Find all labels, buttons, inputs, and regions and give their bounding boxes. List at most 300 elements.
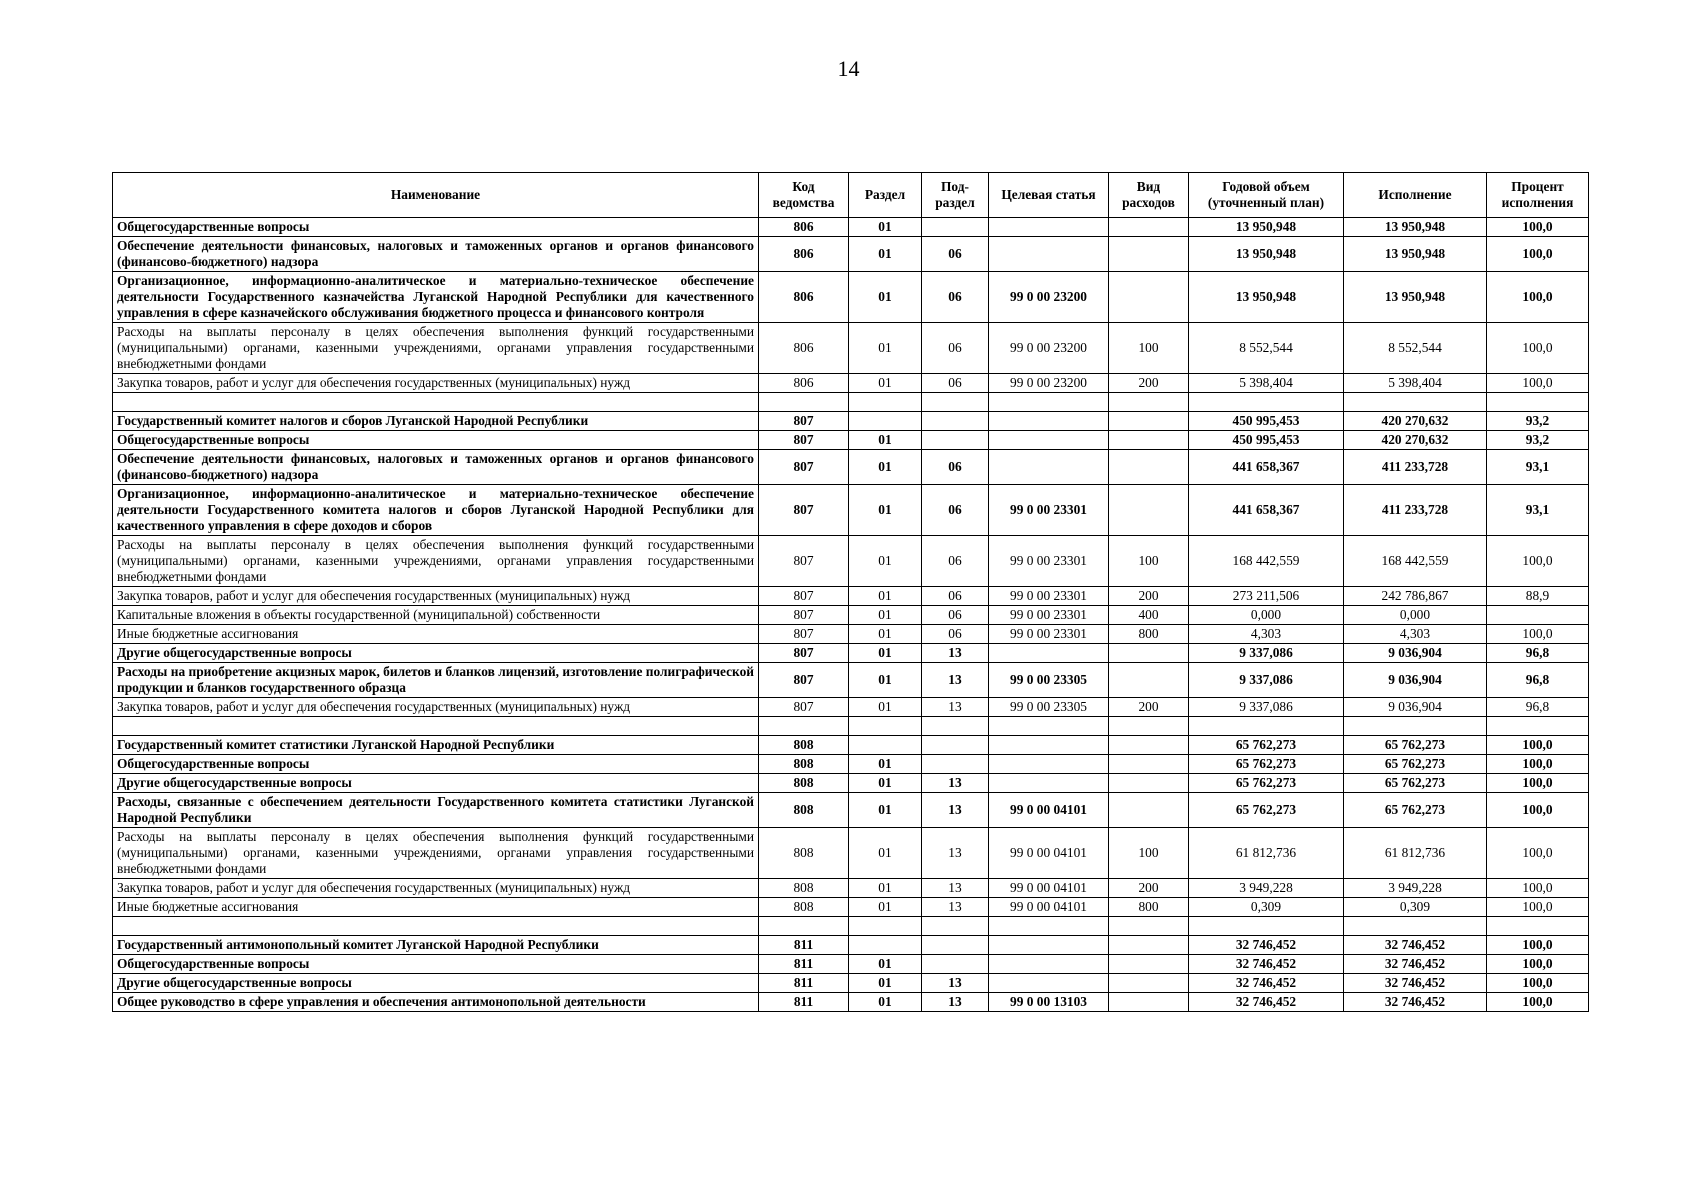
cell-percent: 100,0 <box>1487 955 1589 974</box>
cell-percent: 100,0 <box>1487 272 1589 323</box>
cell-exec: 411 233,728 <box>1344 485 1487 536</box>
cell-type <box>1109 736 1189 755</box>
cell-target: 99 0 00 04101 <box>989 898 1109 917</box>
cell-name: Общее руководство в сфере управления и обеспечения антимонопольной деятельности <box>113 993 759 1012</box>
table-row <box>113 272 1589 323</box>
cell-name: Обеспечение деятельности финансовых, налоговых и таможенных органов и органов финансового (финансово-бюджетного) надзора <box>113 450 759 485</box>
blank-row <box>113 393 1589 412</box>
cell-plan: 441 658,367 <box>1189 450 1344 485</box>
blank-row <box>113 717 1589 736</box>
cell-name: Иные бюджетные ассигнования <box>113 625 759 644</box>
cell-section: 01 <box>849 485 922 536</box>
cell-subsection: 06 <box>922 485 989 536</box>
cell-exec: 242 786,867 <box>1344 587 1487 606</box>
cell-type: 800 <box>1109 625 1189 644</box>
cell-type <box>1109 218 1189 237</box>
cell-target: 99 0 00 23301 <box>989 536 1109 587</box>
cell-name: Расходы, связанные с обеспечением деятельности Государственного комитета статистики Луганской Народной Республики <box>113 793 759 828</box>
cell-type <box>1109 974 1189 993</box>
cell-subsection <box>922 955 989 974</box>
cell-percent: 100,0 <box>1487 323 1589 374</box>
cell-exec: 9 036,904 <box>1344 644 1487 663</box>
cell-exec: 3 949,228 <box>1344 879 1487 898</box>
cell-subsection: 13 <box>922 793 989 828</box>
cell-name: Другие общегосударственные вопросы <box>113 774 759 793</box>
cell-plan: 32 746,452 <box>1189 974 1344 993</box>
cell-code: 808 <box>759 774 849 793</box>
cell-code: 807 <box>759 663 849 698</box>
cell-percent: 100,0 <box>1487 974 1589 993</box>
cell-plan: 32 746,452 <box>1189 993 1344 1012</box>
cell-section: 01 <box>849 431 922 450</box>
cell-code: 806 <box>759 237 849 272</box>
cell-section: 01 <box>849 272 922 323</box>
cell-percent: 93,1 <box>1487 485 1589 536</box>
header-code: Код ведомства <box>759 173 849 218</box>
cell-plan: 9 337,086 <box>1189 644 1344 663</box>
cell-section: 01 <box>849 774 922 793</box>
cell-plan: 8 552,544 <box>1189 323 1344 374</box>
cell-plan: 32 746,452 <box>1189 936 1344 955</box>
cell-plan <box>1189 717 1344 736</box>
cell-name: Закупка товаров, работ и услуг для обеспечения государственных (муниципальных) нужд <box>113 698 759 717</box>
cell-percent: 100,0 <box>1487 218 1589 237</box>
cell-exec <box>1344 717 1487 736</box>
cell-type: 100 <box>1109 323 1189 374</box>
cell-type <box>1109 755 1189 774</box>
cell-subsection: 13 <box>922 644 989 663</box>
cell-name: Общегосударственные вопросы <box>113 218 759 237</box>
cell-percent <box>1487 606 1589 625</box>
cell-name: Общегосударственные вопросы <box>113 955 759 974</box>
cell-subsection <box>922 936 989 955</box>
cell-code: 811 <box>759 955 849 974</box>
cell-target: 99 0 00 23200 <box>989 272 1109 323</box>
cell-target: 99 0 00 04101 <box>989 879 1109 898</box>
cell-target <box>989 774 1109 793</box>
cell-type: 200 <box>1109 587 1189 606</box>
cell-exec: 4,303 <box>1344 625 1487 644</box>
cell-exec: 65 762,273 <box>1344 793 1487 828</box>
cell-plan: 0,000 <box>1189 606 1344 625</box>
cell-name <box>113 917 759 936</box>
cell-target <box>989 450 1109 485</box>
cell-type: 400 <box>1109 606 1189 625</box>
cell-percent: 93,2 <box>1487 431 1589 450</box>
cell-exec: 9 036,904 <box>1344 698 1487 717</box>
cell-type <box>1109 450 1189 485</box>
cell-section: 01 <box>849 879 922 898</box>
table-row <box>113 644 1589 663</box>
table-row <box>113 828 1589 879</box>
cell-code: 807 <box>759 536 849 587</box>
cell-percent: 100,0 <box>1487 898 1589 917</box>
cell-percent: 96,8 <box>1487 663 1589 698</box>
cell-code: 807 <box>759 450 849 485</box>
cell-plan: 168 442,559 <box>1189 536 1344 587</box>
cell-target <box>989 237 1109 272</box>
cell-type: 200 <box>1109 374 1189 393</box>
cell-target: 99 0 00 23301 <box>989 625 1109 644</box>
cell-code: 807 <box>759 412 849 431</box>
cell-name: Расходы на выплаты персоналу в целях обеспечения выполнения функций государственными (муниципальными) органами, казенными учреждениями, органами управления государственными внебюджетными фондами <box>113 323 759 374</box>
cell-percent: 100,0 <box>1487 237 1589 272</box>
cell-section: 01 <box>849 450 922 485</box>
cell-code <box>759 717 849 736</box>
cell-subsection: 13 <box>922 828 989 879</box>
cell-type <box>1109 272 1189 323</box>
cell-subsection: 13 <box>922 993 989 1012</box>
cell-name: Закупка товаров, работ и услуг для обеспечения государственных (муниципальных) нужд <box>113 374 759 393</box>
table-row <box>113 993 1589 1012</box>
cell-type: 200 <box>1109 698 1189 717</box>
cell-percent: 100,0 <box>1487 625 1589 644</box>
cell-code: 807 <box>759 625 849 644</box>
table-row <box>113 663 1589 698</box>
cell-exec: 9 036,904 <box>1344 663 1487 698</box>
cell-name: Организационное, информационно-аналитическое и материально-техническое обеспечение деятельности Государственного казначейства Луганской Народной Республики для качественного управления в сфере казначейского обслуживания бюджетного процесса и финансового контроля <box>113 272 759 323</box>
cell-percent: 93,2 <box>1487 412 1589 431</box>
cell-target <box>989 736 1109 755</box>
header-percent: Процент исполнения <box>1487 173 1589 218</box>
cell-code: 806 <box>759 218 849 237</box>
cell-code: 807 <box>759 485 849 536</box>
table-row <box>113 774 1589 793</box>
cell-percent: 100,0 <box>1487 774 1589 793</box>
table-row <box>113 431 1589 450</box>
cell-name: Иные бюджетные ассигнования <box>113 898 759 917</box>
header-section: Раздел <box>849 173 922 218</box>
cell-target: 99 0 00 23301 <box>989 606 1109 625</box>
cell-section: 01 <box>849 536 922 587</box>
cell-section <box>849 917 922 936</box>
cell-name: Другие общегосударственные вопросы <box>113 974 759 993</box>
table-row <box>113 606 1589 625</box>
cell-plan <box>1189 393 1344 412</box>
cell-plan: 0,309 <box>1189 898 1344 917</box>
table-row <box>113 879 1589 898</box>
cell-plan: 65 762,273 <box>1189 774 1344 793</box>
cell-target: 99 0 00 04101 <box>989 793 1109 828</box>
cell-type <box>1109 717 1189 736</box>
cell-target: 99 0 00 04101 <box>989 828 1109 879</box>
cell-code: 807 <box>759 587 849 606</box>
cell-percent: 100,0 <box>1487 793 1589 828</box>
cell-code: 808 <box>759 736 849 755</box>
cell-subsection <box>922 393 989 412</box>
table-row <box>113 412 1589 431</box>
cell-section: 01 <box>849 587 922 606</box>
cell-name <box>113 717 759 736</box>
cell-subsection: 06 <box>922 272 989 323</box>
cell-plan: 5 398,404 <box>1189 374 1344 393</box>
cell-plan: 450 995,453 <box>1189 412 1344 431</box>
cell-exec: 168 442,559 <box>1344 536 1487 587</box>
cell-exec: 13 950,948 <box>1344 237 1487 272</box>
cell-exec: 5 398,404 <box>1344 374 1487 393</box>
cell-subsection <box>922 218 989 237</box>
cell-name: Общегосударственные вопросы <box>113 431 759 450</box>
cell-subsection: 06 <box>922 374 989 393</box>
cell-name: Государственный комитет статистики Луганской Народной Республики <box>113 736 759 755</box>
cell-exec: 65 762,273 <box>1344 755 1487 774</box>
cell-subsection: 06 <box>922 536 989 587</box>
cell-name: Обеспечение деятельности финансовых, налоговых и таможенных органов и органов финансового (финансово-бюджетного) надзора <box>113 237 759 272</box>
cell-target <box>989 936 1109 955</box>
budget-table <box>112 172 1589 1012</box>
cell-name: Государственный антимонопольный комитет Луганской Народной Республики <box>113 936 759 955</box>
cell-plan: 450 995,453 <box>1189 431 1344 450</box>
cell-percent <box>1487 393 1589 412</box>
table-body <box>113 218 1589 1012</box>
cell-exec: 32 746,452 <box>1344 936 1487 955</box>
cell-plan: 441 658,367 <box>1189 485 1344 536</box>
cell-percent: 100,0 <box>1487 374 1589 393</box>
cell-subsection: 06 <box>922 237 989 272</box>
cell-code: 811 <box>759 993 849 1012</box>
header-exec: Исполнение <box>1344 173 1487 218</box>
cell-percent: 100,0 <box>1487 755 1589 774</box>
cell-exec <box>1344 917 1487 936</box>
cell-subsection <box>922 717 989 736</box>
cell-target: 99 0 00 23305 <box>989 698 1109 717</box>
cell-section: 01 <box>849 374 922 393</box>
cell-code: 808 <box>759 755 849 774</box>
cell-section <box>849 936 922 955</box>
cell-percent: 88,9 <box>1487 587 1589 606</box>
cell-code <box>759 917 849 936</box>
cell-exec: 420 270,632 <box>1344 412 1487 431</box>
cell-exec: 420 270,632 <box>1344 431 1487 450</box>
cell-subsection: 06 <box>922 606 989 625</box>
cell-type <box>1109 412 1189 431</box>
cell-section: 01 <box>849 755 922 774</box>
header-type: Вид расходов <box>1109 173 1189 218</box>
cell-subsection: 13 <box>922 898 989 917</box>
cell-plan: 65 762,273 <box>1189 793 1344 828</box>
cell-target <box>989 755 1109 774</box>
table-row <box>113 587 1589 606</box>
header-subsection: Под-раздел <box>922 173 989 218</box>
cell-target <box>989 717 1109 736</box>
cell-percent: 93,1 <box>1487 450 1589 485</box>
cell-section: 01 <box>849 218 922 237</box>
cell-subsection <box>922 736 989 755</box>
cell-plan: 273 211,506 <box>1189 587 1344 606</box>
cell-target <box>989 218 1109 237</box>
cell-target <box>989 644 1109 663</box>
cell-code: 807 <box>759 698 849 717</box>
cell-subsection <box>922 917 989 936</box>
table-row <box>113 793 1589 828</box>
cell-name: Государственный комитет налогов и сборов Луганской Народной Республики <box>113 412 759 431</box>
cell-target <box>989 974 1109 993</box>
cell-code: 806 <box>759 272 849 323</box>
table-row <box>113 898 1589 917</box>
cell-exec: 8 552,544 <box>1344 323 1487 374</box>
cell-type: 100 <box>1109 536 1189 587</box>
table-row <box>113 450 1589 485</box>
cell-percent: 100,0 <box>1487 536 1589 587</box>
cell-exec: 0,000 <box>1344 606 1487 625</box>
cell-exec: 13 950,948 <box>1344 218 1487 237</box>
cell-plan: 13 950,948 <box>1189 237 1344 272</box>
table-row <box>113 374 1589 393</box>
cell-exec: 65 762,273 <box>1344 774 1487 793</box>
cell-type <box>1109 485 1189 536</box>
header-plan: Годовой объем (уточненный план) <box>1189 173 1344 218</box>
cell-target <box>989 412 1109 431</box>
cell-plan: 65 762,273 <box>1189 736 1344 755</box>
cell-target: 99 0 00 23301 <box>989 587 1109 606</box>
cell-code: 808 <box>759 898 849 917</box>
cell-subsection <box>922 412 989 431</box>
cell-subsection: 06 <box>922 625 989 644</box>
cell-exec: 32 746,452 <box>1344 993 1487 1012</box>
table-row <box>113 536 1589 587</box>
cell-percent: 100,0 <box>1487 993 1589 1012</box>
table-row <box>113 955 1589 974</box>
table-row <box>113 323 1589 374</box>
cell-name: Другие общегосударственные вопросы <box>113 644 759 663</box>
cell-type <box>1109 936 1189 955</box>
cell-exec: 61 812,736 <box>1344 828 1487 879</box>
cell-type <box>1109 793 1189 828</box>
cell-plan: 4,303 <box>1189 625 1344 644</box>
page-number: 14 <box>837 56 860 81</box>
cell-plan: 65 762,273 <box>1189 755 1344 774</box>
cell-type <box>1109 917 1189 936</box>
cell-section: 01 <box>849 606 922 625</box>
cell-name: Закупка товаров, работ и услуг для обеспечения государственных (муниципальных) нужд <box>113 587 759 606</box>
cell-target: 99 0 00 23305 <box>989 663 1109 698</box>
cell-percent <box>1487 717 1589 736</box>
cell-plan: 13 950,948 <box>1189 218 1344 237</box>
table-row <box>113 218 1589 237</box>
table-row <box>113 936 1589 955</box>
cell-percent: 100,0 <box>1487 879 1589 898</box>
table-row <box>113 237 1589 272</box>
cell-subsection: 13 <box>922 698 989 717</box>
cell-subsection: 13 <box>922 774 989 793</box>
cell-section <box>849 412 922 431</box>
cell-subsection: 06 <box>922 587 989 606</box>
cell-target <box>989 955 1109 974</box>
header-row <box>113 173 1589 218</box>
table-row <box>113 625 1589 644</box>
cell-plan: 13 950,948 <box>1189 272 1344 323</box>
cell-section <box>849 393 922 412</box>
cell-plan: 3 949,228 <box>1189 879 1344 898</box>
cell-name: Закупка товаров, работ и услуг для обеспечения государственных (муниципальных) нужд <box>113 879 759 898</box>
cell-section: 01 <box>849 237 922 272</box>
cell-code: 808 <box>759 879 849 898</box>
header-target: Целевая статья <box>989 173 1109 218</box>
cell-name: Расходы на выплаты персоналу в целях обеспечения выполнения функций государственными (муниципальными) органами, казенными учреждениями, органами управления государственными внебюджетными фондами <box>113 828 759 879</box>
cell-code: 806 <box>759 374 849 393</box>
cell-exec <box>1344 393 1487 412</box>
cell-target <box>989 917 1109 936</box>
cell-code: 808 <box>759 793 849 828</box>
cell-exec: 32 746,452 <box>1344 974 1487 993</box>
cell-target: 99 0 00 23200 <box>989 323 1109 374</box>
cell-percent: 100,0 <box>1487 736 1589 755</box>
cell-subsection <box>922 431 989 450</box>
cell-subsection: 13 <box>922 974 989 993</box>
table-row <box>113 485 1589 536</box>
cell-type <box>1109 955 1189 974</box>
cell-section: 01 <box>849 955 922 974</box>
cell-type <box>1109 993 1189 1012</box>
cell-type <box>1109 774 1189 793</box>
cell-section: 01 <box>849 698 922 717</box>
cell-target: 99 0 00 13103 <box>989 993 1109 1012</box>
cell-code: 807 <box>759 431 849 450</box>
cell-section <box>849 736 922 755</box>
cell-plan <box>1189 917 1344 936</box>
cell-section: 01 <box>849 993 922 1012</box>
cell-section: 01 <box>849 898 922 917</box>
cell-code: 811 <box>759 974 849 993</box>
table-row <box>113 755 1589 774</box>
cell-exec: 411 233,728 <box>1344 450 1487 485</box>
cell-type <box>1109 237 1189 272</box>
cell-subsection <box>922 755 989 774</box>
cell-percent: 96,8 <box>1487 644 1589 663</box>
cell-section <box>849 717 922 736</box>
cell-subsection: 13 <box>922 879 989 898</box>
cell-section: 01 <box>849 323 922 374</box>
cell-plan: 61 812,736 <box>1189 828 1344 879</box>
cell-section: 01 <box>849 625 922 644</box>
cell-plan: 9 337,086 <box>1189 663 1344 698</box>
table-row <box>113 974 1589 993</box>
cell-target <box>989 431 1109 450</box>
cell-percent: 96,8 <box>1487 698 1589 717</box>
cell-name: Капитальные вложения в объекты государственной (муниципальной) собственности <box>113 606 759 625</box>
cell-code: 807 <box>759 644 849 663</box>
table-row <box>113 736 1589 755</box>
cell-subsection: 06 <box>922 323 989 374</box>
cell-section: 01 <box>849 644 922 663</box>
cell-section: 01 <box>849 974 922 993</box>
cell-name: Общегосударственные вопросы <box>113 755 759 774</box>
cell-name: Расходы на выплаты персоналу в целях обеспечения выполнения функций государственными (муниципальными) органами, казенными учреждениями, органами управления государственными внебюджетными фондами <box>113 536 759 587</box>
cell-exec: 32 746,452 <box>1344 955 1487 974</box>
cell-exec: 65 762,273 <box>1344 736 1487 755</box>
cell-type: 200 <box>1109 879 1189 898</box>
cell-target: 99 0 00 23301 <box>989 485 1109 536</box>
cell-name: Организационное, информационно-аналитическое и материально-техническое обеспечение деятельности Государственного комитета налогов и сборов Луганской Народной Республики для качественного управления в сфере доходов и сборов <box>113 485 759 536</box>
cell-section: 01 <box>849 793 922 828</box>
cell-name <box>113 393 759 412</box>
blank-row <box>113 917 1589 936</box>
table-row <box>113 698 1589 717</box>
cell-exec: 13 950,948 <box>1344 272 1487 323</box>
cell-subsection: 06 <box>922 450 989 485</box>
cell-code: 807 <box>759 606 849 625</box>
cell-type <box>1109 663 1189 698</box>
cell-code: 806 <box>759 323 849 374</box>
cell-plan: 32 746,452 <box>1189 955 1344 974</box>
cell-code: 808 <box>759 828 849 879</box>
cell-type <box>1109 393 1189 412</box>
cell-code <box>759 393 849 412</box>
cell-type <box>1109 644 1189 663</box>
cell-exec: 0,309 <box>1344 898 1487 917</box>
cell-percent <box>1487 917 1589 936</box>
cell-type: 800 <box>1109 898 1189 917</box>
